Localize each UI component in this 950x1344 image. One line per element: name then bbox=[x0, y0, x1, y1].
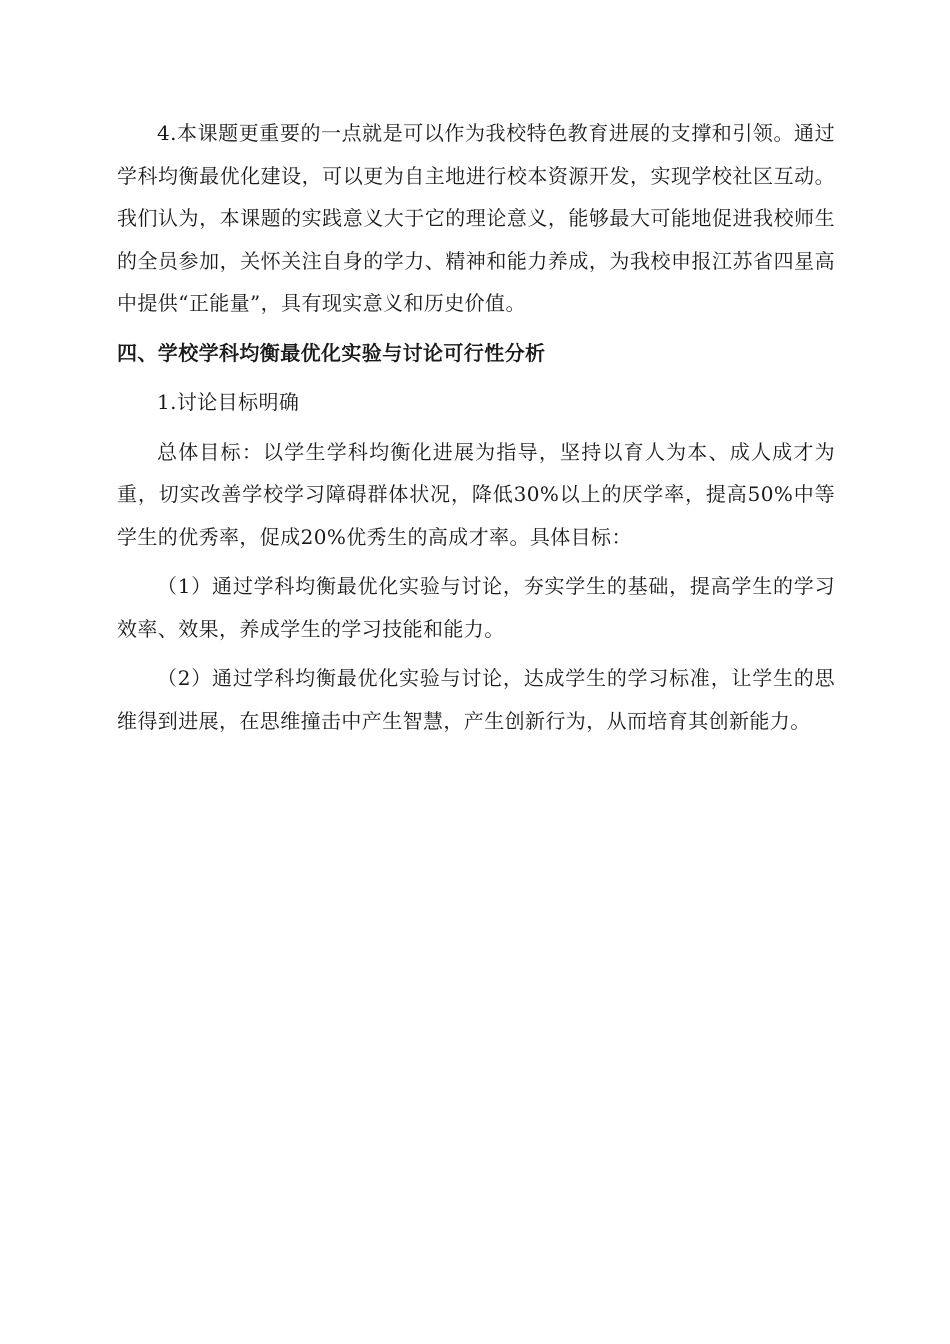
section-heading: 四、学校学科均衡最优化实验与讨论可行性分析 bbox=[117, 340, 546, 365]
paragraph-goal-1: （1）通过学科均衡最优化实验与讨论，夯实学生的基础，提高学生的学习效率、效果，养成学生的学习技能和能力。 bbox=[117, 574, 835, 641]
subheading-goals: 1.讨论目标明确 bbox=[157, 390, 300, 414]
document-body bbox=[117, 112, 835, 749]
paragraph-significance: 4.本课题更重要的一点就是可以作为我校特色教育进展的支撑和引领。通过学科均衡最优化建设，可以更为自主地进行校本资源开发，实现学校社区互动。我们认为，本课题的实践意义大于它的理论意义，能够最大可能地促进我校师生的全员参加，关怀关注自身的学力、精神和能力养成，为我校申报江苏省四星高中提供“正能量”，具有现实意义和历史价值。 bbox=[117, 121, 835, 315]
paragraph-overall-goal: 总体目标：以学生学科均衡化进展为指导，坚持以育人为本、成人成才为重，切实改善学校学习障碍群体状况，降低30%以上的厌学率，提高50%中等学生的优秀率，促成20%优秀生的高成才率。具体目标： bbox=[117, 439, 835, 549]
paragraph-goal-2: （2）通过学科均衡最优化实验与讨论，达成学生的学习标准，让学生的思维得到进展，在思维撞击中产生智慧，产生创新行为，从而培育其创新能力。 bbox=[117, 666, 835, 733]
